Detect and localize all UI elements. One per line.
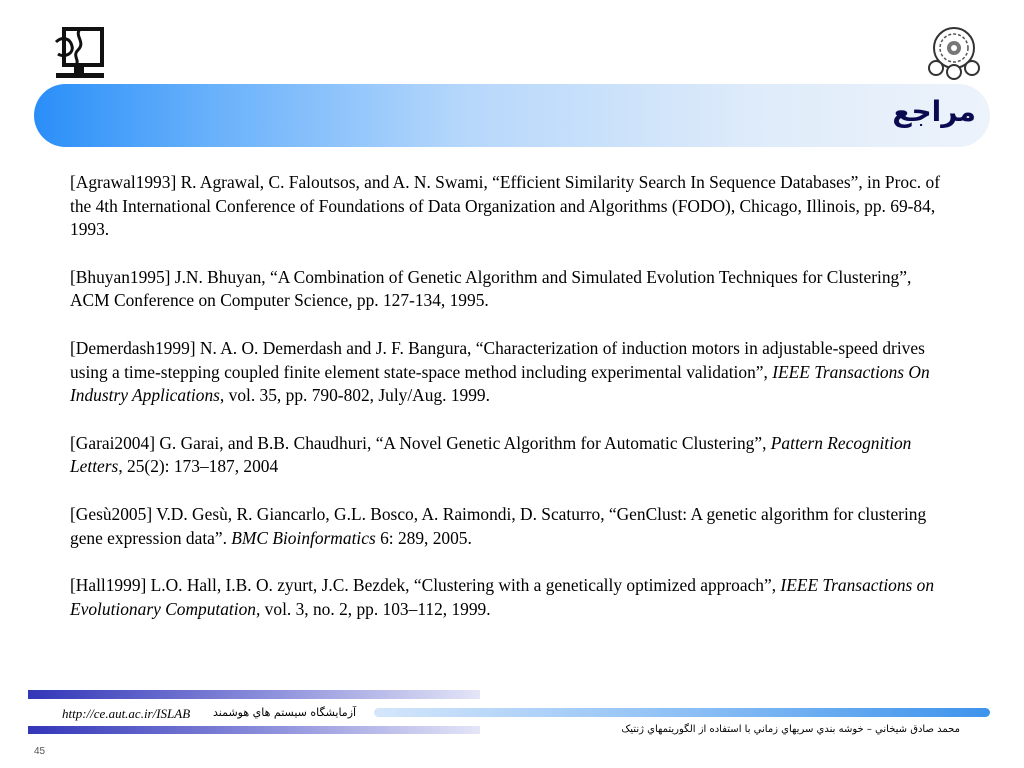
reference-text: , 25(2): 173–187, 2004 <box>118 456 279 477</box>
footer-bar-top <box>28 690 480 699</box>
reference-text: [Bhuyan1995] J.N. Bhuyan, “A Combination of Genetic Algorithm and Simulated Evolution Techniques for Clustering”, ACM Conference on Computer Science, pp. 127-134, 1995. <box>70 266 912 311</box>
reference-text: , vol. 35, pp. 790-802, July/Aug. 1999. <box>219 385 490 406</box>
reference-venue: IEEE Transactions on Evolutionary Computation, <box>70 575 935 619</box>
reference-item <box>70 266 940 313</box>
reference-text: [Demerdash1999] N. A. O. Demerdash and J. F. Bangura, “Characterization of induction motors in adjustable-speed drives using a time-stepping coupled finite element state-space method including experimental validation”, <box>70 337 925 382</box>
university-emblem-icon <box>924 24 984 82</box>
reference-text: [Gesù2005] V.D. Gesù, R. Giancarlo, G.L. Bosco, A. Raimondi, D. Scaturro, “GenClust: A genetic algorithm for clustering gene expression data”. <box>70 503 927 548</box>
reference-text: 6: 289, 2005. <box>375 527 472 548</box>
reference-item <box>70 574 940 621</box>
reference-item <box>70 503 940 550</box>
reference-text: [Garai2004] G. Garai, and B.B. Chaudhuri, “A Novel Genetic Algorithm for Automatic Clustering”, <box>70 432 771 453</box>
page-number: 45 <box>34 746 46 757</box>
reference-list <box>70 171 940 645</box>
reference-venue: IEEE Transactions On Industry Applications <box>70 361 930 406</box>
footer-lab-name: آزمايشگاه سيستم هاي هوشمند <box>213 706 357 719</box>
footer-author-line: محمد صادق شيخاني – خوشه بندي سريهاي زماني با استفاده از الگوريتمهاي ژنتيک <box>621 724 960 735</box>
reference-item <box>70 337 940 408</box>
reference-venue: Pattern Recognition Letters <box>70 432 912 477</box>
slide-title: مراجع <box>892 95 976 128</box>
reference-item <box>70 171 940 242</box>
reference-text: vol. 3, no. 2, pp. 103–112, 1999. <box>260 598 491 619</box>
footer-bar-bottom <box>28 726 480 734</box>
title-bar <box>34 84 990 147</box>
footer-url[interactable]: http://ce.aut.ac.ir/ISLAB <box>62 706 191 721</box>
reference-text: [Agrawal1993] R. Agrawal, C. Faloutsos, and A. N. Swami, “Efficient Similarity Search In Sequence Databases”, in Proc. of the 4th International Conference of Foundations of Data Organization and Algorithms (FODO), Chicago, Illinois, pp. 69-84, 1993. <box>70 172 940 240</box>
reference-venue: BMC Bioinformatics <box>231 527 376 548</box>
footer-bar-middle <box>374 708 990 717</box>
computer-lab-logo-icon <box>50 24 108 82</box>
reference-item <box>70 432 940 479</box>
reference-text: [Hall1999] L.O. Hall, I.B. O. zyurt, J.C. Bezdek, “Clustering with a genetically optimized approach”, <box>70 575 781 596</box>
